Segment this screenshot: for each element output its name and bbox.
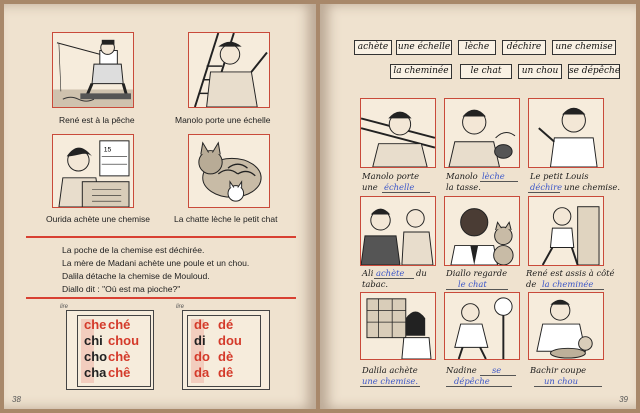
picture-man-ladder bbox=[188, 32, 270, 108]
word-card-se-depeche: se dépêche bbox=[568, 64, 620, 79]
red-divider-top bbox=[26, 236, 296, 238]
picture-girl-shirt bbox=[52, 134, 134, 208]
syllable-row-d-3 bbox=[194, 349, 242, 364]
sentence-2: La mère de Madani achète une poule et un chou. bbox=[62, 258, 250, 268]
exercise-4-printed-line1: Ali bbox=[362, 268, 374, 278]
exercise-4-printed-line2: tabac. bbox=[362, 279, 389, 289]
syl-ch-4a: cha bbox=[84, 365, 107, 380]
exercise-4-printed-du: du bbox=[416, 268, 427, 278]
page-number-left: 38 bbox=[12, 395, 21, 404]
syllable-row-ch-3 bbox=[84, 349, 132, 364]
exercise-4-handwritten: achète bbox=[376, 268, 405, 278]
exercise-3-handwritten: déchire bbox=[530, 182, 563, 192]
exercise-7-printed-line1: Dalila achète bbox=[362, 365, 418, 375]
syl-d-3a: do bbox=[194, 349, 210, 364]
man-ladder-small-illustration bbox=[361, 99, 435, 167]
syllable-row-ch-1 bbox=[84, 317, 132, 332]
man-cup-illustration bbox=[445, 99, 519, 167]
man-cutting-illustration bbox=[529, 293, 603, 359]
syllable-row-ch-4 bbox=[84, 365, 132, 380]
sentence-4: Diallo dit : "Où est ma pioche?" bbox=[62, 284, 181, 294]
exercise-3-printed-line1: Le petit Louis bbox=[530, 171, 589, 181]
page-number-right: 39 bbox=[619, 395, 628, 404]
exercise-2-printed-line2: la tasse. bbox=[446, 182, 481, 192]
syl-ch-3a: cho bbox=[84, 349, 108, 364]
exercise-picture-7 bbox=[360, 292, 436, 360]
syl-ch-4b: chê bbox=[108, 365, 131, 380]
exercise-1-printed-line2: une bbox=[362, 182, 378, 192]
exercise-2-underline bbox=[480, 181, 518, 182]
right-page bbox=[320, 4, 636, 409]
exercise-8-handwritten-se: se bbox=[492, 365, 502, 375]
exercise-6-printed-line1: René est assis à côté bbox=[526, 268, 615, 278]
exercise-picture-1 bbox=[360, 98, 436, 168]
exercise-2-handwritten: lèche bbox=[482, 171, 505, 181]
exercise-9-printed-line1: Bachir coupe bbox=[530, 365, 587, 375]
syl-d-4a: da bbox=[194, 365, 210, 380]
fisherman-illustration bbox=[53, 33, 133, 107]
word-card-un-chou: un chou bbox=[518, 64, 562, 79]
syllable-row-ch-2 bbox=[84, 333, 140, 348]
word-card-le-chat: le chat bbox=[460, 64, 512, 79]
exercise-2-printed-line1: Manolo bbox=[446, 171, 478, 181]
picture-fisherman bbox=[52, 32, 134, 108]
boy-cat-illustration bbox=[445, 197, 519, 265]
word-card-la-cheminee: la cheminée bbox=[390, 64, 452, 79]
caption-cats: La chatte lèche le petit chat bbox=[174, 214, 278, 224]
caption-girl-shirt: Ourida achète une chemise bbox=[46, 214, 150, 224]
syllable-row-d-2 bbox=[194, 333, 242, 348]
syl-ch-1a: che bbox=[84, 317, 107, 332]
boy-tearing-shirt-illustration bbox=[529, 99, 603, 167]
exercise-5-printed-line1: Diallo regarde bbox=[446, 268, 508, 278]
word-card-leche: lèche bbox=[458, 40, 496, 55]
lire-label-1: lire bbox=[60, 304, 69, 310]
exercise-8-handwritten-depeche: dépêche bbox=[454, 376, 490, 386]
exercise-picture-4 bbox=[360, 196, 436, 266]
calendar-number: 15 bbox=[103, 146, 112, 154]
picture-cats bbox=[188, 134, 270, 208]
caption-fisherman: René est à la pêche bbox=[59, 115, 135, 125]
man-shop-illustration bbox=[361, 197, 435, 265]
exercise-picture-5 bbox=[444, 196, 520, 266]
syl-d-2b: dou bbox=[218, 333, 242, 348]
syllable-row-d-4 bbox=[194, 365, 242, 380]
exercise-6-handwritten: la cheminée bbox=[542, 279, 594, 289]
exercise-1-underline bbox=[382, 192, 430, 193]
exercise-1-handwritten: échelle bbox=[384, 182, 415, 192]
syllable-row-d-1 bbox=[194, 317, 242, 332]
exercise-9-handwritten: un chou bbox=[544, 376, 578, 386]
man-fireplace-illustration bbox=[529, 197, 603, 265]
exercise-picture-9 bbox=[528, 292, 604, 360]
exercise-picture-8 bbox=[444, 292, 520, 360]
sentence-1: La poche de la chemise est déchirée. bbox=[62, 245, 205, 255]
sentence-3: Dalila détache la chemise de Mouloud. bbox=[62, 271, 210, 281]
syl-d-3b: dè bbox=[218, 349, 234, 364]
lire-label-2: lire bbox=[176, 304, 185, 310]
exercise-5-underline bbox=[446, 289, 508, 290]
exercise-8-printed-line1: Nadine bbox=[446, 365, 477, 375]
syl-ch-2a: chi bbox=[84, 333, 103, 348]
exercise-picture-2 bbox=[444, 98, 520, 168]
syl-d-1b: dé bbox=[218, 317, 234, 332]
exercise-6-underline bbox=[540, 289, 604, 290]
word-card-une-chemise: une chemise bbox=[552, 40, 616, 55]
red-divider-bottom bbox=[26, 297, 296, 299]
word-card-une-echelle: une échelle bbox=[396, 40, 452, 55]
word-card-achete: achète bbox=[354, 40, 392, 55]
exercise-7-underline bbox=[360, 386, 420, 387]
syl-ch-2b: chou bbox=[108, 333, 140, 348]
cats-illustration bbox=[189, 135, 269, 207]
girl-shirt-illustration bbox=[53, 135, 133, 207]
syl-ch-3b: chè bbox=[108, 349, 131, 364]
syl-d-4b: dê bbox=[218, 365, 234, 380]
left-page bbox=[4, 4, 316, 409]
exercise-5-handwritten: le chat bbox=[458, 279, 487, 289]
exercise-6-printed-de: de bbox=[526, 279, 537, 289]
caption-man-ladder: Manolo porte une échelle bbox=[175, 115, 271, 125]
syl-d-2a: di bbox=[194, 333, 206, 348]
exercise-3-printed-line2: une chemise. bbox=[564, 182, 620, 192]
exercise-1-printed-line1: Manolo porte bbox=[362, 171, 420, 181]
syl-d-1a: de bbox=[194, 317, 210, 332]
exercise-9-underline bbox=[534, 386, 602, 387]
exercise-8-underline-2 bbox=[446, 386, 512, 387]
exercise-picture-3 bbox=[528, 98, 604, 168]
word-card-dechire: déchire bbox=[502, 40, 546, 55]
syl-ch-1b: ché bbox=[108, 317, 131, 332]
girl-clock-illustration bbox=[445, 293, 519, 359]
exercise-3-underline bbox=[528, 192, 560, 193]
man-ladder-illustration bbox=[189, 33, 269, 107]
exercise-7-handwritten: une chemise. bbox=[362, 376, 418, 386]
girl-shelves-illustration bbox=[361, 293, 435, 359]
exercise-picture-6 bbox=[528, 196, 604, 266]
